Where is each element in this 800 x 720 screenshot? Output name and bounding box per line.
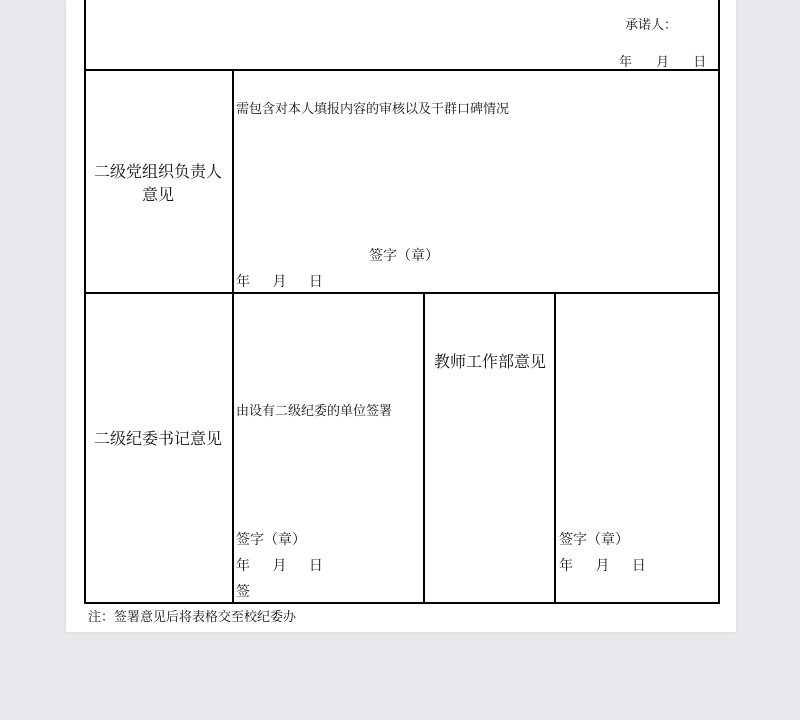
table-bottom-border [84, 602, 720, 604]
middle-column-divider [423, 292, 425, 604]
party-opinion-signature: 签字（章） [369, 248, 439, 264]
document-page [66, 0, 736, 632]
discipline-opinion-label: 二级纪委书记意见 [93, 429, 222, 448]
party-opinion-date: 年 月 日 [236, 274, 323, 290]
label-column-divider [232, 69, 234, 604]
right-column-divider [554, 292, 556, 604]
pledger-label: 承诺人： [625, 18, 678, 33]
party-opinion-label: 二级党组织负责人意见 [93, 162, 222, 204]
table-left-border [84, 0, 86, 604]
discipline-opinion-signature: 签字（章） [236, 532, 306, 548]
row-divider-2 [84, 292, 720, 294]
teacher-dept-date: 年 月 日 [559, 558, 646, 574]
footer-note: 注：签署意见后将表格交至校纪委办 [88, 610, 297, 625]
discipline-opinion-date: 年 月 日 [236, 558, 323, 574]
party-opinion-hint: 需包含对本人填报内容的审核以及干群口碑情况 [236, 102, 510, 117]
table-right-border [718, 0, 720, 604]
teacher-dept-signature: 签字（章） [559, 532, 629, 548]
discipline-opinion-trailing: 签 [236, 584, 250, 600]
discipline-opinion-hint: 由设有二级纪委的单位签署 [236, 404, 393, 419]
top-date: 年 月 日 [619, 55, 707, 70]
teacher-dept-label: 教师工作部意见 [433, 352, 546, 371]
